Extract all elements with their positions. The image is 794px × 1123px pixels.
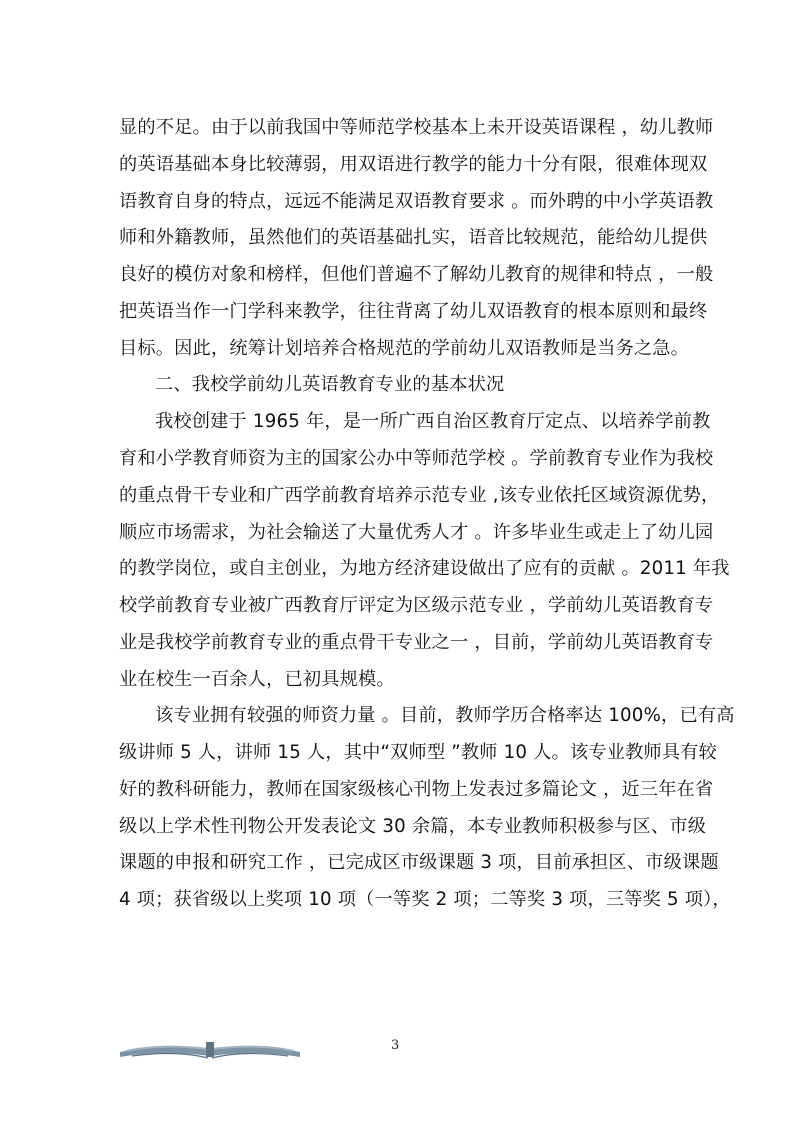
text-line: 我校创建于 1965 年，是一所广西自治区教育厅定点、以培养学前教 — [155, 411, 711, 432]
text-line: 的英语基础本身比较薄弱，用双语进行教学的能力十分有限，很难体现双 — [119, 154, 708, 175]
text-line: 4 项；获省级以上奖项 10 项（一等奖 2 项；二等奖 3 项，三等奖 5 项）， — [119, 889, 731, 910]
text-line: 好的教科研能力，教师在国家级核心刊物上发表过多篇论文 ，近三年在省 — [119, 779, 714, 800]
page-number: 3 — [391, 1038, 400, 1053]
text-line: 的重点骨干专业和广西学前教育培养示范专业 ,该专业依托区域资源优势， — [119, 485, 720, 506]
text-line: 师和外籍教师，虽然他们的英语基础扎实，语音比较规范，能给幼儿提供 — [119, 227, 708, 248]
text-line: 校学前教育专业被广西教育厅评定为区级示范专业 ，学前幼儿英语教育专 — [119, 595, 714, 616]
text-line: 该专业拥有较强的师资力量 。目前，教师学历合格率达 100%，已有高 — [155, 705, 735, 726]
section-heading: 二、我校学前幼儿英语教育专业的基本状况 — [155, 374, 505, 395]
text-line: 良好的模仿对象和榜样，但他们普遍不了解幼儿教育的规律和特点 ，一般 — [119, 264, 714, 285]
text-line: 显的不足。由于以前我国中等师范学校基本上未开设英语课程 ，幼儿教师 — [119, 117, 714, 138]
text-line: 级讲师 5 人，讲师 15 人，其中“双师型 ”教师 10 人。该专业教师具有较 — [119, 742, 718, 763]
text-line: 育和小学教育师资为主的国家公办中等师范学校 。学前教育专业作为我校 — [119, 448, 714, 469]
text-line: 级以上学术性刊物公开发表论文 30 余篇，本专业教师积极参与区、市级 — [119, 816, 707, 837]
text-line: 业在校生一百余人，已初具规模。 — [119, 669, 395, 690]
open-book-icon — [118, 1038, 302, 1060]
text-line: 顺应市场需求，为社会输送了大量优秀人才 。许多毕业生或走上了幼儿园 — [119, 522, 714, 543]
text-line: 把英语当作一门学科来教学，往往背离了幼儿双语教育的根本原则和最终 — [119, 301, 708, 322]
text-line: 的教学岗位，或自主创业，为地方经济建设做出了应有的贡献 。2011 年我 — [119, 558, 730, 579]
text-line: 目标。因此，统筹计划培养合格规范的学前幼儿双语教师是当务之急。 — [119, 338, 690, 359]
text-line: 业是我校学前教育专业的重点骨干专业之一 ，目前，学前幼儿英语教育专 — [119, 632, 714, 653]
text-line: 语教育自身的特点，远远不能满足双语教育要求 。而外聘的中小学英语教 — [119, 191, 714, 212]
text-line: 课题的申报和研究工作 ，已完成区市级课题 3 项，目前承担区、市级课题 — [119, 852, 719, 873]
